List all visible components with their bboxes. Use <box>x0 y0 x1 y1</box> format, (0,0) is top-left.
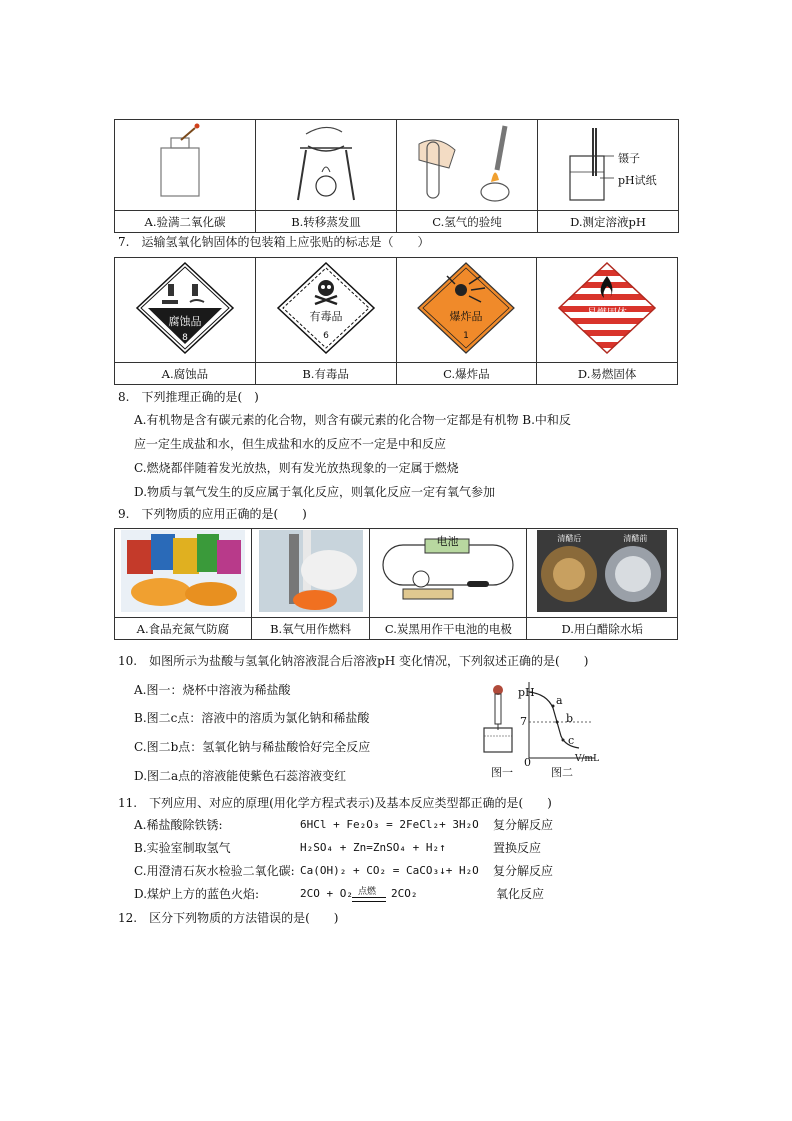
q11-row-d-eq: 2CO + O₂ <box>300 887 353 900</box>
q9-image-c <box>370 529 527 618</box>
sign-b-text: 有毒品 <box>309 310 343 323</box>
q11-row-d-app: D.煤炉上方的蓝色火焰: <box>134 887 260 901</box>
snack-bags-photo <box>121 530 245 612</box>
q8-line-4: D.物质与氧气发生的反应属于氧化反应，则氧化反应一定有氧气参加 <box>134 485 496 499</box>
q11-row-c-app: C.用澄清石灰水检验二氧化碳: <box>134 864 295 878</box>
q8-line-2: 应一定生成盐和水，但生成盐和水的反应不一定是中和反应 <box>134 437 447 451</box>
q11-row-c-eq: Ca(OH)₂ + CO₂ = CaCO₃↓+ H₂O <box>300 864 479 877</box>
q9-caption-d: D.用白醋除水垢 <box>527 618 678 640</box>
fig1-label: 图一 <box>491 766 513 779</box>
fig1-dropper-beaker <box>478 684 518 754</box>
q7-sign-c <box>396 258 537 363</box>
fig2-y-axis-label: pH <box>518 686 535 699</box>
sign-a-text: 腐蚀品 <box>168 315 202 328</box>
q10-option-a: A.图一：烧杯中溶液为稀盐酸 <box>134 683 291 697</box>
q6-image-c <box>397 120 538 211</box>
fig2-point-b: b <box>566 712 574 725</box>
q11-row-a-eq: 6HCl + Fe₂O₃ = 2FeCl₂+ 3H₂O <box>300 818 479 831</box>
q10-option-d: D.图二a点的溶液能使紫色石蕊溶液变红 <box>134 769 347 783</box>
q11-stem: 11. 下列应用、对应的原理(用化学方程式表示)及基本反应类型都正确的是( ) <box>118 796 552 810</box>
q9-image-a <box>115 529 252 618</box>
fig2-origin: 0 <box>524 756 531 769</box>
q6-caption-d: D.测定溶液pH <box>538 211 679 233</box>
q9-caption-b: B.氧气用作燃料 <box>251 618 370 640</box>
q11-row-b-app: B.实验室制取氢气 <box>134 841 231 855</box>
sign-b-num: 6 <box>322 331 329 341</box>
q7-caption-a: A.腐蚀品 <box>115 363 256 385</box>
q6-image-a <box>115 120 256 211</box>
q7-sign-a <box>115 258 256 363</box>
q9-image-d <box>527 529 678 618</box>
fig2-label: 图二 <box>551 766 573 779</box>
q6-options-table <box>114 119 679 233</box>
q9-stem: 9. 下列物质的应用正确的是( ) <box>118 507 307 521</box>
pot-label-after: 清醋后 <box>557 534 582 543</box>
q9-options-table <box>114 528 678 640</box>
q8-line-1: A.有机物是含有碳元素的化合物，则含有碳元素的化合物一定都是有机物 B.中和反 <box>134 413 571 427</box>
q7-caption-d: D.易燃固体 <box>537 363 678 385</box>
gas-bottle-match-icon <box>115 120 255 206</box>
q10-option-c: C.图二b点：氢氧化钠与稀盐酸恰好完全反应 <box>134 740 371 754</box>
sign-d-text: 易燃固体 <box>587 308 628 319</box>
q6-caption-b: B.转移蒸发皿 <box>256 211 397 233</box>
q6-image-d <box>538 120 679 211</box>
fig2-x-axis-label: V/mL <box>575 754 600 764</box>
q9-image-b <box>251 529 370 618</box>
q7-caption-b: B.有毒品 <box>255 363 396 385</box>
tripod-evaporating-dish-icon <box>256 120 396 206</box>
q7-options-table <box>114 257 678 385</box>
q7-stem: 7. 运输氢氧化钠固体的包装箱上应张贴的标志是（ ） <box>118 235 430 249</box>
q11-row-a-app: A.稀盐酸除铁锈: <box>134 818 223 832</box>
q10-stem: 10. 如图所示为盐酸与氢氧化钠溶液混合后溶液pH 变化情况，下列叙述正确的是( ) <box>118 654 589 668</box>
q6-image-b <box>256 120 397 211</box>
q10-option-b: B.图二c点：溶液中的溶质为氯化钠和稀盐酸 <box>134 711 370 725</box>
fig2-seven-label: 7 <box>520 715 527 728</box>
q8-stem: 8. 下列推理正确的是( ) <box>118 390 259 404</box>
q9-caption-a: A.食品充氮气防腐 <box>115 618 252 640</box>
sign-c-num: 1 <box>463 331 470 341</box>
q6-caption-a: A.验满二氧化碳 <box>115 211 256 233</box>
sign-a-num: 8 <box>182 333 188 343</box>
rocket-launch-photo <box>259 530 363 612</box>
q8-line-3: C.燃烧都伴随着发光放热，则有发光放热现象的一定属于燃烧 <box>134 461 459 475</box>
q11-row-b-type: 置换反应 <box>493 841 542 855</box>
q12-stem: 12. 区分下列物质的方法错误的是( ) <box>118 911 339 925</box>
q11-row-c-type: 复分解反应 <box>493 864 554 878</box>
q11-row-a-type: 复分解反应 <box>493 818 554 832</box>
q9-caption-c: C.炭黑用作干电池的电极 <box>370 618 527 640</box>
ph-paper-label: pH试纸 <box>618 174 657 187</box>
sign-c-text: 爆炸品 <box>449 310 483 323</box>
pot-label-before: 清醋前 <box>623 534 648 543</box>
battery-label: 电池 <box>436 535 459 548</box>
fig2-point-c: c <box>568 734 575 747</box>
q7-caption-c: C.爆炸品 <box>396 363 537 385</box>
tweezers-label: 镊子 <box>618 152 640 165</box>
fig2-point-a: a <box>556 694 563 707</box>
q11-row-d-condition: 点燃 <box>358 887 377 897</box>
q11-row-b-eq: H₂SO₄ + Zn=ZnSO₄ + H₂↑ <box>300 841 446 854</box>
hydrogen-test-tube-icon <box>397 120 537 206</box>
ph-test-beaker-icon <box>538 120 678 206</box>
q11-row-d-type: 氧化反应 <box>496 887 545 901</box>
q11-row-d-double-line <box>352 897 386 902</box>
q6-caption-c: C.氢气的验纯 <box>397 211 538 233</box>
q7-sign-d <box>537 258 678 363</box>
q11-row-d-product: 2CO₂ <box>391 887 418 900</box>
q7-sign-b <box>255 258 396 363</box>
